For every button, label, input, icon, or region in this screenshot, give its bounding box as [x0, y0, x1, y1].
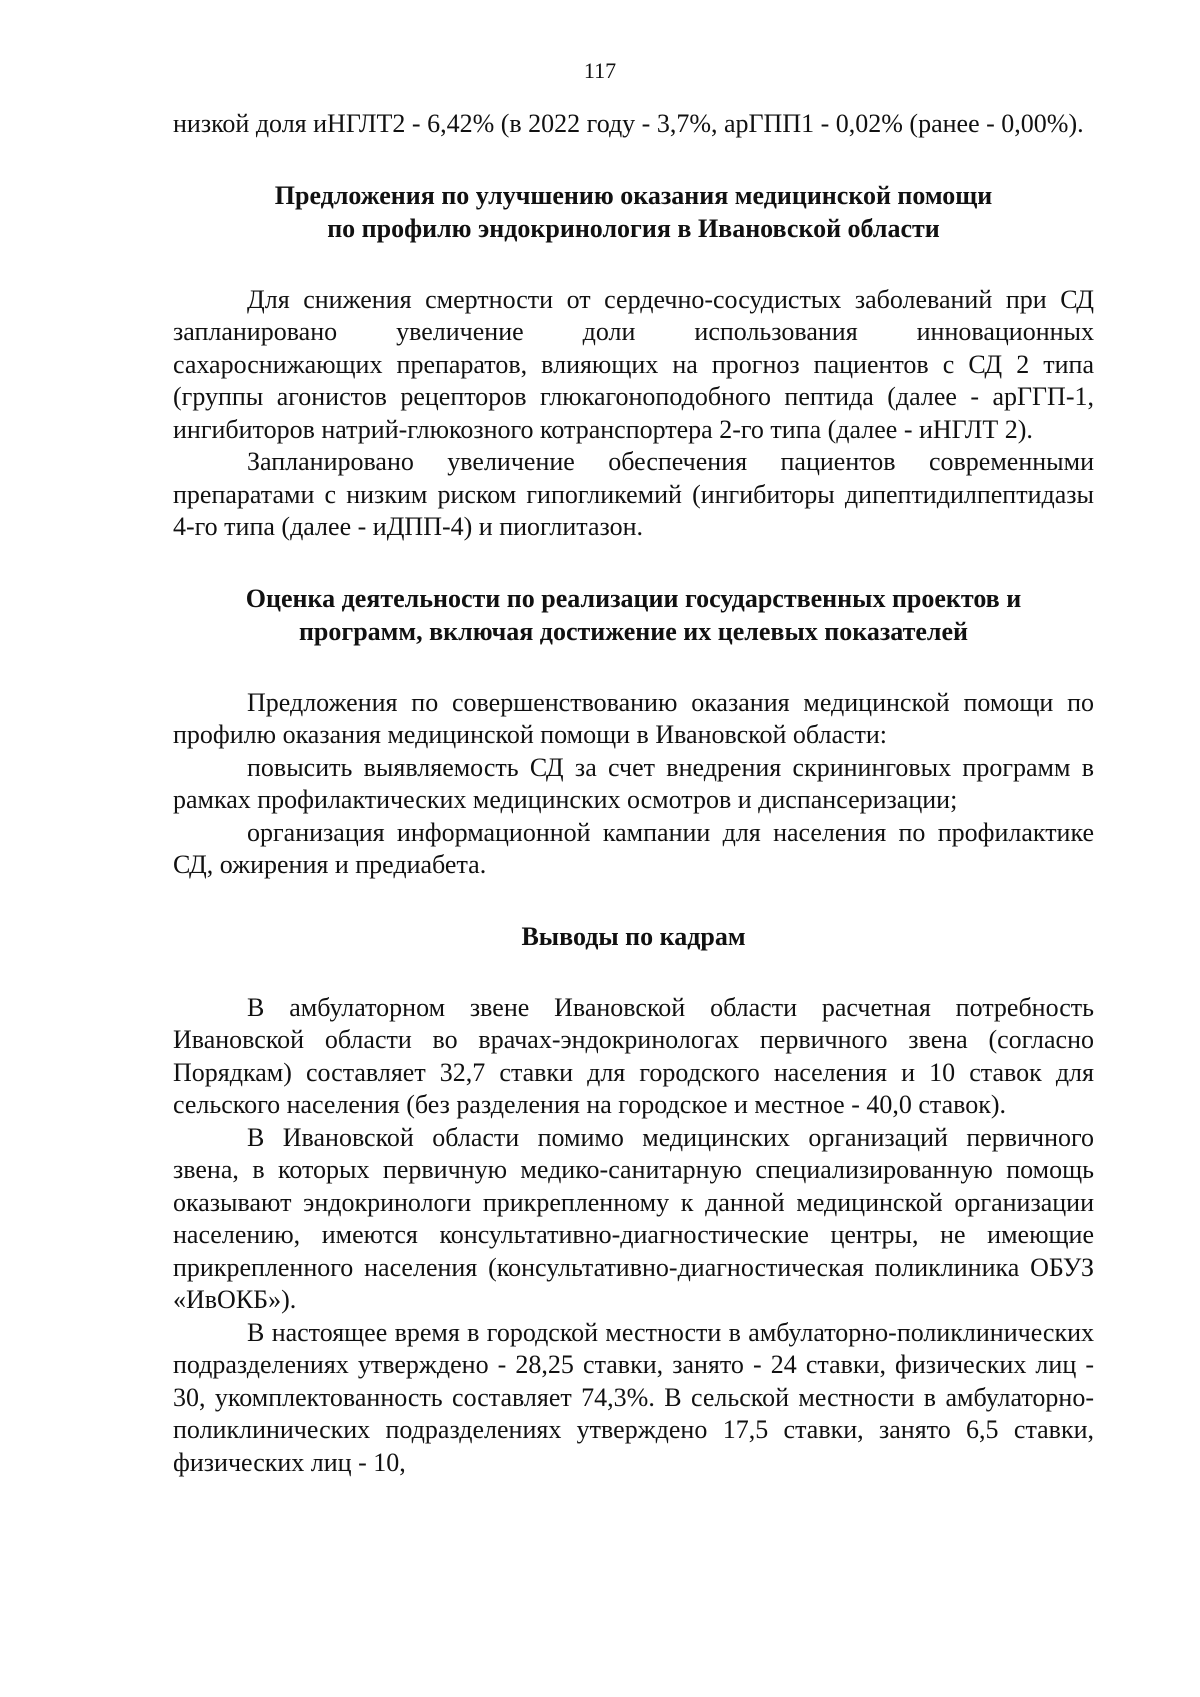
body-paragraph: Предложения по совершенствованию оказания медицинской помощи по профилю оказания медицинской помощи в Ивановской области:	[173, 687, 1094, 749]
heading-line: Предложения по улучшению оказания медицинской помощи	[274, 180, 993, 210]
heading-line: Оценка деятельности по реализации государственных проектов и	[245, 583, 1022, 613]
heading-line: по профилю эндокринология в Ивановской области	[327, 213, 940, 243]
section-heading-projects-evaluation	[173, 582, 1094, 648]
body-paragraph: В амбулаторном звене Ивановской области расчетная потребность Ивановской области во врачах-эндокринологах первичного звена (согласно Порядкам) составляет 32,7 ставки для городского населения и 10 ставок для сельского населения (без разделения на городское и местное - 40,0 ставок).	[173, 992, 1094, 1119]
body-paragraph: повысить выявляемость СД за счет внедрения скрининговых программ в рамках профилактических медицинских осмотров и диспансеризации;	[173, 752, 1094, 814]
document-body	[173, 108, 1094, 1479]
intro-paragraph: низкой доля иНГЛТ2 - 6,42% (в 2022 году - 3,7%, арГПП1 - 0,02% (ранее - 0,00%).	[173, 109, 1084, 138]
section-heading-endocrinology-proposals	[173, 179, 1094, 245]
section-heading-staffing-conclusions	[173, 920, 1094, 953]
page-number: 117	[583, 58, 617, 83]
heading-line: Выводы по кадрам	[521, 921, 746, 951]
body-paragraph: В Ивановской области помимо медицинских организаций первичного звена, в которых первичную медико-санитарную специализированную помощь оказывают эндокринологи прикрепленному к данной медицинской организации населению, имеются консультативно-диагностические центры, не имеющие прикрепленного населения (консультативно-диагностическая поликлиника ОБУЗ «ИвОКБ»).	[173, 1122, 1094, 1314]
body-paragraph: Для снижения смертности от сердечно-сосудистых заболеваний при СД запланировано увеличение доли использования инновационных сахароснижающих препаратов, влияющих на прогноз пациентов с СД 2 типа (группы агонистов рецепторов глюкагоноподобного пептида (далее - арГГП-1, ингибиторов натрий-глюкозного котранспортера 2-го типа (далее - иНГЛТ 2).	[173, 284, 1094, 444]
body-paragraph: Запланировано увеличение обеспечения пациентов современными препаратами с низким риском гипогликемий (ингибиторы дипептидилпептидазы 4-го типа (далее - иДПП-4) и пиоглитазон.	[173, 447, 1094, 541]
body-paragraph: В настоящее время в городской местности в амбулаторно-поликлинических подразделениях утверждено - 28,25 ставки, занято - 24 ставки, физических лиц - 30, укомплектованность составляет 74,3%. В сельской местности в амбулаторно-поликлинических подразделениях утверждено 17,5 ставки, занято 6,5 ставки, физических лиц - 10,	[173, 1317, 1094, 1477]
body-paragraph: организация информационной кампании для населения по профилактике СД, ожирения и предиабета.	[173, 817, 1094, 879]
heading-line: программ, включая достижение их целевых показателей	[298, 616, 969, 646]
